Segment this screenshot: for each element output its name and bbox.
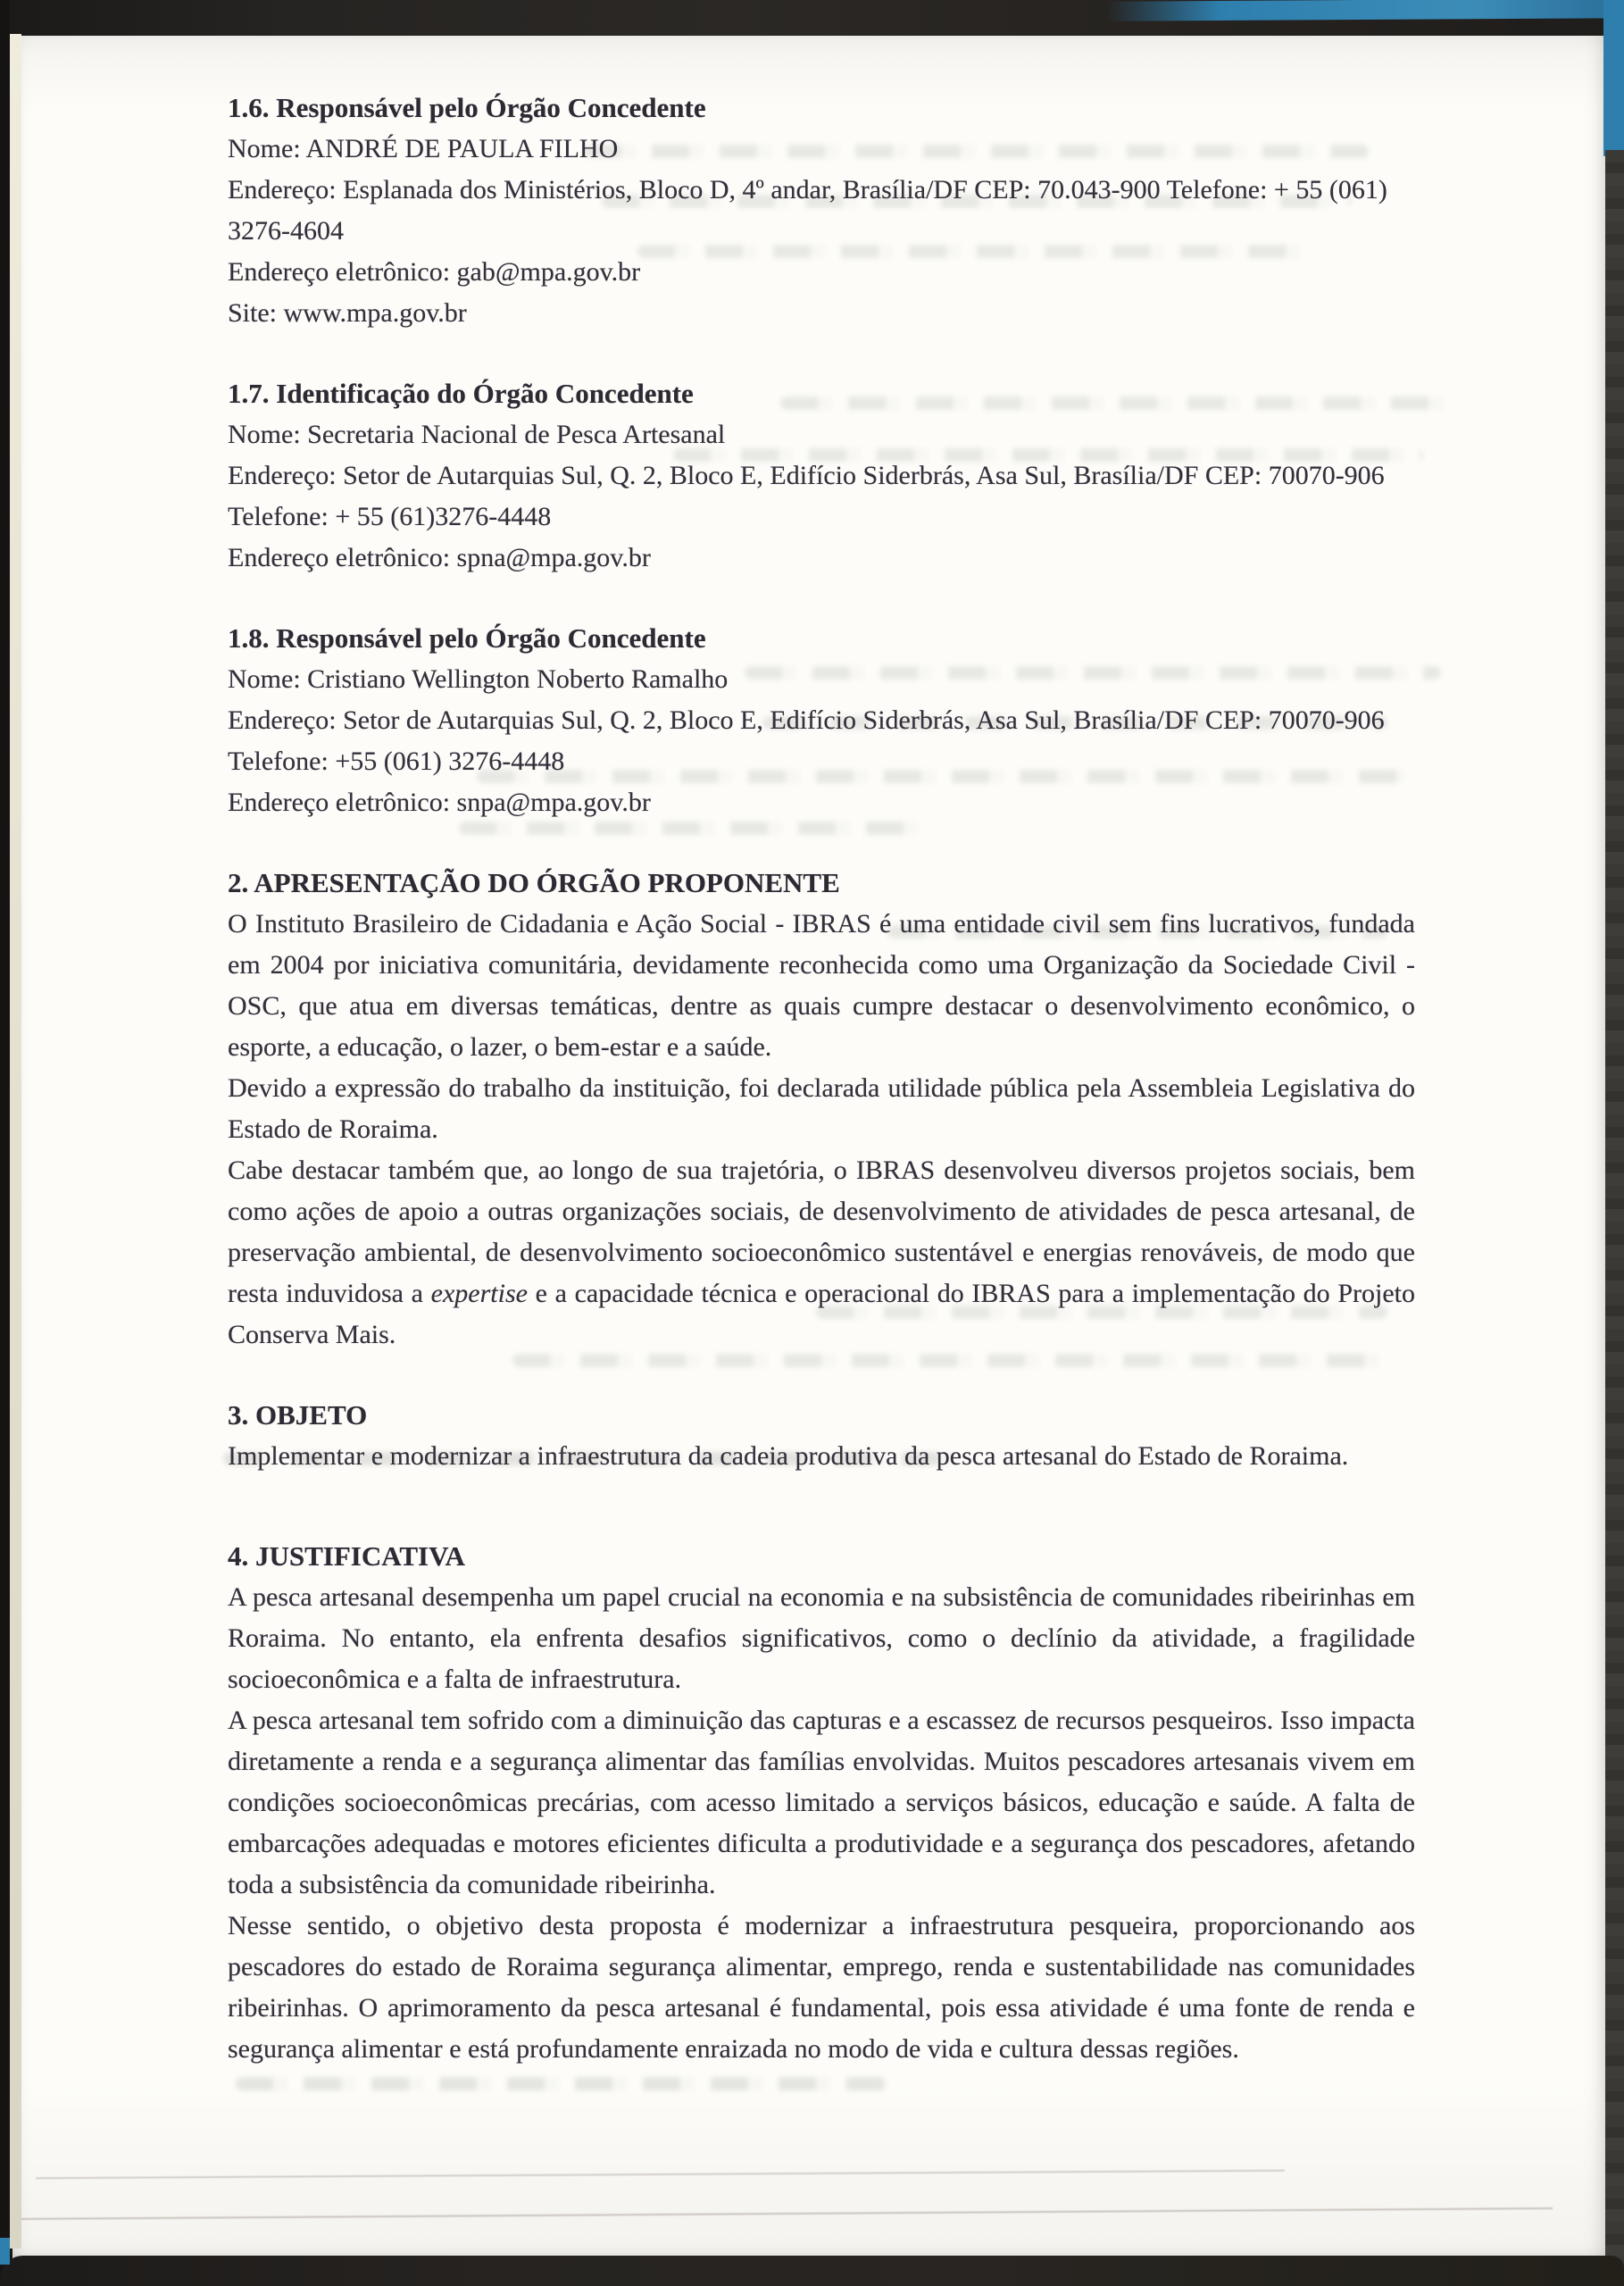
paragraph (228, 1150, 1415, 1356)
paragraph-text: e a capacidade técnica e operacional do IBRAS para a implementação do Projeto Conserva Mais. (228, 1279, 1415, 1349)
section-1-8-responsavel-orgao-concedente (228, 618, 1415, 823)
section-4-justificativa (228, 1536, 1415, 2070)
paragraph: A pesca artesanal desempenha um papel crucial na economia e na subsistência de comunidades ribeirinhas em Roraima. No entanto, ela enfrenta desafios significativos, como o declínio da atividade, a fragilidade socioeconômica e a falta de infraestrutura. (228, 1582, 1415, 1694)
info-line-email: Endereço eletrônico: gab@mpa.gov.br (228, 257, 641, 287)
info-line-nome: Nome: ANDRÉ DE PAULA FILHO (228, 134, 619, 163)
binder-blue-right-edge (1603, 0, 1624, 156)
info-line-site: Site: www.mpa.gov.br (228, 298, 467, 328)
info-line-endereco: Endereço: Setor de Autarquias Sul, Q. 2, Bloco E, Edifício Siderbrás, Asa Sul, Brasília/DF CEP: 70070-906 (228, 461, 1385, 490)
paragraph: Implementar e modernizar a infraestrutura da cadeia produtiva da pesca artesanal do Estado de Roraima. (228, 1441, 1349, 1471)
paragraph: Nesse sentido, o objetivo desta proposta é modernizar a infraestrutura pesqueira, proporcionando aos pescadores do estado de Roraima segurança alimentar, emprego, renda e sustentabilidade nas comunidades ribeirinhas. O aprimoramento da pesca artesanal é fundamental, pois essa atividade é uma fonte de renda e segurança alimentar e está profundamente enraizada no modo de vida e cultura dessas regiões. (228, 1911, 1415, 2064)
info-line-telefone: Telefone: +55 (061) 3276-4448 (228, 747, 565, 776)
scan-right-shadow-edge (1605, 150, 1624, 2286)
scan-left-shadow-edge (0, 0, 10, 2286)
info-line-email: Endereço eletrônico: snpa@mpa.gov.br (228, 788, 651, 817)
binder-blue-top-edge (1106, 0, 1624, 21)
info-line-nome: Nome: Secretaria Nacional de Pesca Artesanal (228, 420, 726, 449)
section-heading: 1.6. Responsável pelo Órgão Concedente (228, 92, 706, 123)
info-line-endereco: Endereço: Setor de Autarquias Sul, Q. 2, Bloco E, Edifício Siderbrás, Asa Sul, Brasília/DF CEP: 70070-906 (228, 705, 1385, 735)
paragraph: Devido a expressão do trabalho da instituição, foi declarada utilidade pública pela Assembleia Legislativa do Estado de Roraima. (228, 1073, 1415, 1144)
section-3-objeto (228, 1395, 1415, 1477)
page-stack-edge (10, 34, 21, 2248)
section-heading: 1.7. Identificação do Órgão Concedente (228, 378, 694, 409)
section-heading: 2. APRESENTAÇÃO DO ÓRGÃO PROPONENTE (228, 867, 840, 898)
scan-bottom-shadow-edge (0, 2256, 1624, 2286)
page-curl-line (20, 2207, 1553, 2220)
section-2-apresentacao-orgao-proponente (228, 863, 1415, 1356)
info-line-telefone: Telefone: + 55 (61)3276-4448 (228, 502, 552, 531)
info-line-nome: Nome: Cristiano Wellington Noberto Ramalho (228, 664, 729, 694)
section-1-7-identificacao-orgao-concedente (228, 373, 1415, 579)
paragraph-text: Cabe destacar também que, ao longo de sua trajetória, o IBRAS desenvolveu diversos projetos sociais, bem como ações de apoio a outras organizações sociais, de desenvolvimento de atividades de pesca artesanal, de preservação ambiental, de desenvolvimento socioeconômico sustentável e energias renováveis, de modo que resta induvidosa a (228, 1156, 1415, 1308)
info-line-email: Endereço eletrônico: spna@mpa.gov.br (228, 543, 651, 572)
paragraph: A pesca artesanal tem sofrido com a diminuição das capturas e a escassez de recursos pesqueiros. Isso impacta diretamente a renda e a segurança alimentar das famílias envolvidas. Muitos pescadores artesanais vivem em condições socioeconômicas precárias, com acesso limitado a serviços básicos, educação e saúde. A falta de embarcações adequadas e motores eficientes dificulta a produtividade e a segurança dos pescadores, afetando toda a subsistência da comunidade ribeirinha. (228, 1706, 1415, 1899)
section-heading: 1.8. Responsável pelo Órgão Concedente (228, 622, 706, 654)
italic-term-expertise: expertise (430, 1279, 528, 1308)
section-heading: 4. JUSTIFICATIVA (228, 1540, 465, 1572)
section-1-6-responsavel-orgao-concedente (228, 88, 1415, 334)
section-heading: 3. OBJETO (228, 1399, 368, 1431)
document-page (12, 30, 1606, 2261)
binder-blue-bottom-left-corner (0, 2238, 10, 2265)
info-line-endereco: Endereço: Esplanada dos Ministérios, Bloco D, 4º andar, Brasília/DF CEP: 70.043-900 Telefone: + 55 (061) 3276-4604 (228, 175, 1387, 246)
paragraph: O Instituto Brasileiro de Cidadania e Ação Social - IBRAS é uma entidade civil sem fins lucrativos, fundada em 2004 por iniciativa comunitária, devidamente reconhecida como uma Organização da Sociedade Civil - OSC, que atua em diversas temáticas, dentre as quais cumpre destacar o desenvolvimento econômico, o esporte, a educação, o lazer, o bem-estar e a saúde. (228, 909, 1415, 1062)
document-text-content (228, 88, 1415, 2109)
page-curl-line (36, 2170, 1285, 2180)
